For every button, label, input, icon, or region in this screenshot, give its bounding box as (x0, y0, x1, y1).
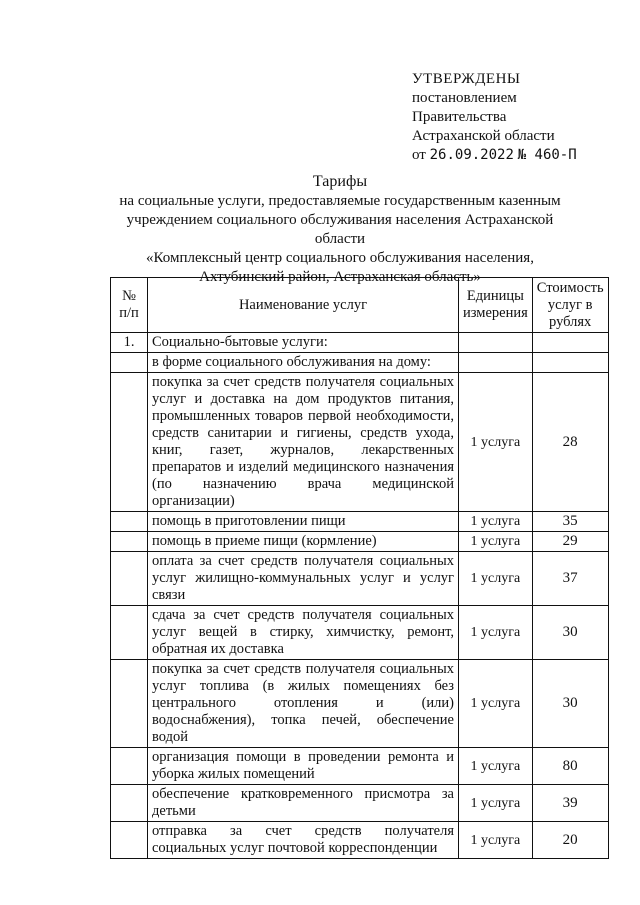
service-cost: 39 (532, 785, 608, 822)
service-name: отправка за счет средств получателя социальных услуг почтовой корреспонденции (148, 822, 459, 859)
title-line-1: на социальные услуги, предоставляемые государственным казенным (119, 193, 561, 209)
service-name: покупка за счет средств получателя социальных услуг и доставка на дом продуктов питания, промышленных товаров первой необходимости, средств санитарии и гигиены, средств ухода, книг, газет, журналов, лекарственных препаратов и изделий медицинского назначения (по назначению врача медицинской организации) (148, 373, 459, 512)
service-cost: 20 (532, 822, 608, 859)
service-cost: 30 (532, 660, 608, 748)
service-name: обеспечение кратковременного присмотра за детьми (148, 785, 459, 822)
table-row (111, 785, 609, 822)
table-row (111, 748, 609, 785)
approval-date-prefix: от (412, 147, 426, 163)
approval-line-region: Астраханской области (412, 128, 555, 144)
approval-date: 26.09.2022 (429, 147, 514, 163)
header-unit: Единицы измерения (459, 278, 533, 333)
service-unit: 1 услуга (459, 660, 533, 748)
tariff-table (110, 277, 609, 859)
service-name: организация помощи в проведении ремонта и уборка жилых помещений (148, 748, 459, 785)
row-num (111, 822, 148, 859)
title-heading: Тарифы (312, 173, 368, 190)
table-row (111, 552, 609, 606)
service-unit: 1 услуга (459, 785, 533, 822)
table-row (111, 822, 609, 859)
row-num (111, 512, 148, 532)
service-cost: 35 (532, 512, 608, 532)
service-unit: 1 услуга (459, 822, 533, 859)
table-header-row (111, 278, 609, 333)
row-num (111, 606, 148, 660)
document-title (100, 172, 580, 287)
service-unit: 1 услуга (459, 512, 533, 532)
header-name: Наименование услуг (148, 278, 459, 333)
row-num (111, 748, 148, 785)
service-name: сдача за счет средств получателя социальных услуг вещей в стирку, химчистку, ремонт, обратная их доставка (148, 606, 459, 660)
table-row (111, 660, 609, 748)
service-cost: 80 (532, 748, 608, 785)
row-num (111, 532, 148, 552)
service-unit: 1 услуга (459, 532, 533, 552)
table-row (111, 512, 609, 532)
service-cost: 30 (532, 606, 608, 660)
service-unit: 1 услуга (459, 606, 533, 660)
service-cost: 29 (532, 532, 608, 552)
title-line-2: учреждением социального обслуживания населения Астраханской области (126, 212, 554, 247)
service-name: покупка за счет средств получателя социальных услуг топлива (в жилых помещениях без центрального отопления и (или) водоснабжения), топка печей, обеспечение водой (148, 660, 459, 748)
approval-line-decree: постановлением (412, 90, 517, 106)
table-row (111, 532, 609, 552)
header-cost: Стоимость услуг в рублях (532, 278, 608, 333)
row-num (111, 660, 148, 748)
approval-stamp (412, 70, 577, 165)
row-num (111, 373, 148, 512)
approval-line-government: Правительства (412, 109, 507, 125)
table-row (111, 373, 609, 512)
service-name: помощь в приготовлении пищи (148, 512, 459, 532)
approval-title: УТВЕРЖДЕНЫ (412, 71, 521, 87)
header-num: № п/п (111, 278, 148, 333)
title-line-3: «Комплексный центр социального обслуживания населения, (146, 250, 534, 266)
service-cost: 37 (532, 552, 608, 606)
section-row (111, 333, 609, 353)
service-unit: 1 услуга (459, 748, 533, 785)
subsection-row (111, 353, 609, 373)
service-name: оплата за счет средств получателя социальных услуг жилищно-коммунальных услуг и услуг связи (148, 552, 459, 606)
service-unit: 1 услуга (459, 552, 533, 606)
row-num (111, 552, 148, 606)
approval-date-line (412, 146, 577, 165)
service-name: помощь в приеме пищи (кормление) (148, 532, 459, 552)
title-line-4: Ахтубинский район, Астраханская область» (199, 269, 481, 285)
approval-number: № 460-П (517, 147, 577, 163)
subsection-title: в форме социального обслуживания на дому: (148, 353, 459, 373)
table-row (111, 606, 609, 660)
service-cost: 28 (532, 373, 608, 512)
row-num (111, 785, 148, 822)
section-title: Социально-бытовые услуги: (148, 333, 459, 353)
section-num: 1. (111, 333, 148, 353)
service-unit: 1 услуга (459, 373, 533, 512)
